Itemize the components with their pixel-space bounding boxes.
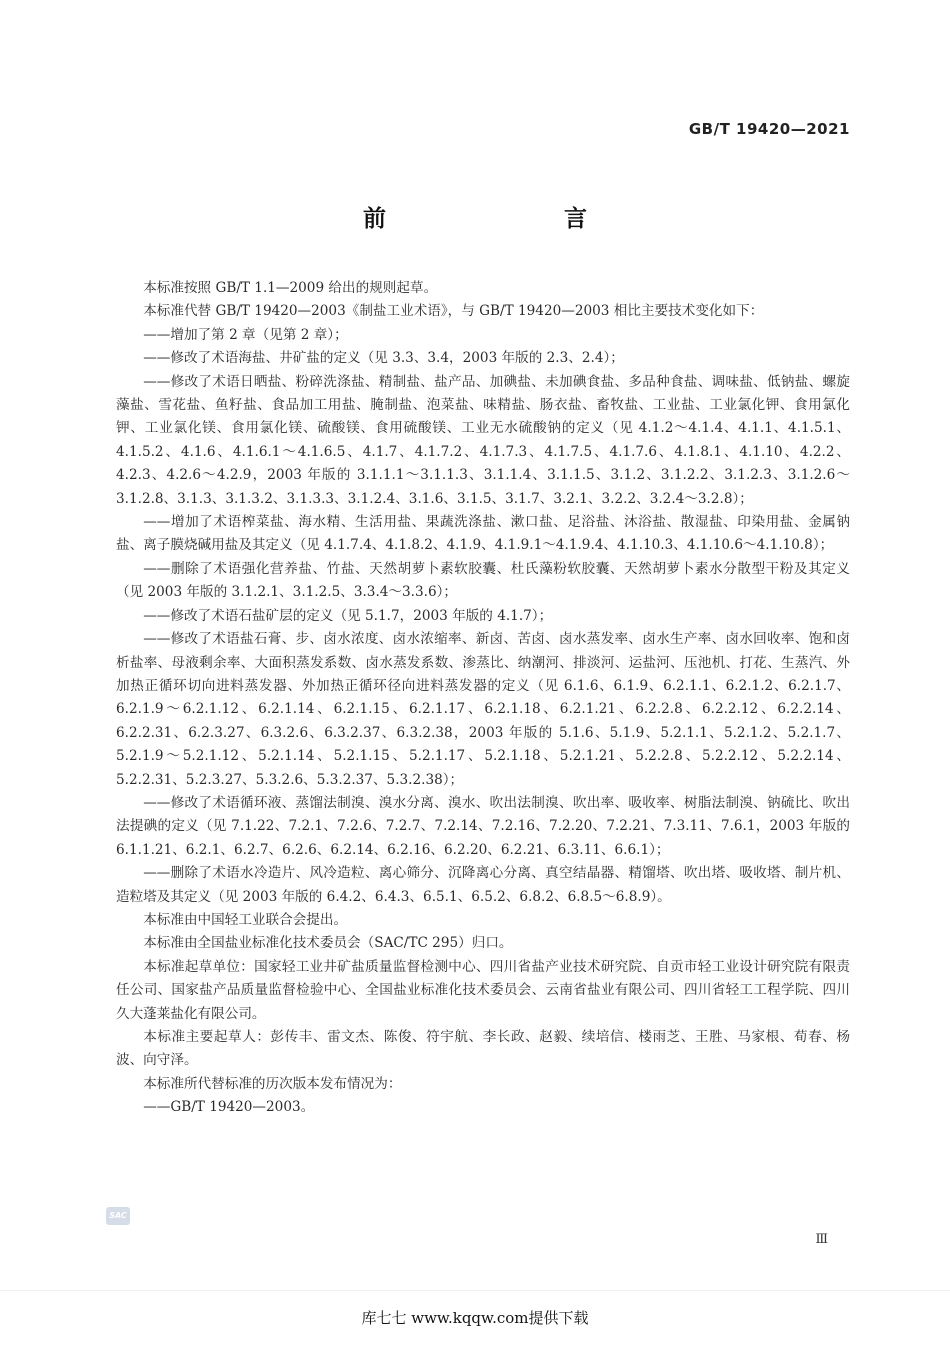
change-item: ——增加了第 2 章（见第 2 章）； [143,326,348,343]
change-item: ——删除了术语强化营养盐、竹盐、天然胡萝卜素软胶囊、杜氏藻粉软胶囊、天然胡萝卜素水分散型干粉及其定义（见 2003 年版的 3.1.2.1、3.1.2.5、3.3.4～3.3.6）； [116,560,850,601]
footer-divider [0,1290,950,1291]
paragraph-drafting-rules: 本标准按照 GB/T 1.1—2009 给出的规则起草。 [143,280,438,296]
change-item: ——修改了术语石盐矿层的定义（见 5.1.7，2003 年版的 4.1.7）； [143,607,553,624]
change-item: ——修改了术语日晒盐、粉碎洗涤盐、精制盐、盐产品、加碘盐、未加碘食盐、多品种食盐、调味盐、低钠盐、螺旋藻盐、雪花盐、鱼籽盐、食品加工用盐、腌制盐、泡菜盐、味精盐、肠衣盐、畜牧盐、工业盐、工业氯化钾、食用氯化钾、工业氯化镁、食用氯化镁、硫酸镁、食用硫酸镁、工业无水硫酸钠的定义（见 4.1.2～4.1.4、4.1.1、4.1.5.1、4.1.5.2、4.1.6、4.1.6.1～4.1.6.5、4.1.7、4.1.7.2、4.1.7.3、4.1.7.5、4.1.7.6、4.1.8.1、4.1.10、4.2.2、4.2.3、4.2.6～4.2.9，2003 年版的 3.1.1.1～3.1.1.3、3.1.1.4、3.1.1.5、3.1.2、3.1.2.2、3.1.2.3、3.1.2.6～3.1.2.8、3.1.3、3.1.3.2、3.1.3.3、3.1.2.4、3.1.6、3.1.5、3.1.7、3.2.1、3.2.2、3.2.4～3.2.8）； [116,373,850,507]
document-body [116,277,850,1120]
page-number: Ⅲ [815,1232,828,1247]
paragraph-proposed-by: 本标准由中国轻工业联合会提出。 [143,911,348,928]
paragraph-history-intro: 本标准所代替标准的历次版本发布情况为： [143,1075,402,1092]
page-title: 前 言 [363,206,631,232]
paragraph-history-item: ——GB/T 19420—2003。 [143,1099,315,1116]
paragraph-centralized-by: 本标准由全国盐业标准化技术委员会（SAC/TC 295）归口。 [143,935,513,952]
change-item: ——修改了术语盐石膏、步、卤水浓度、卤水浓缩率、新卤、苦卤、卤水蒸发率、卤水生产率、卤水回收率、饱和卤析盐率、母液剩余率、大面积蒸发系数、卤水蒸发系数、渗蒸比、纳潮河、排淡河、运盐河、压池机、打花、生蒸汽、外加热正循环切向进料蒸发器、外加热正循环径向进料蒸发器的定义（见 6.1.6、6.1.9、6.2.1.1、6.2.1.2、6.2.1.7、6.2.1.9～6.2.1.12、6.2.1.14、6.2.1.15、6.2.1.17、6.2.1.18、6.2.1.21、6.2.2.8、6.2.2.12、6.2.2.14、6.2.2.31、6.2.3.27、6.3.2.6、6.3.2.37、6.3.2.38，2003 年版的 5.1.6、5.1.9、5.2.1.1、5.2.1.2、5.2.1.7、5.2.1.9～5.2.1.12、5.2.1.14、5.2.1.15、5.2.1.17、5.2.1.18、5.2.1.21、5.2.2.8、5.2.2.12、5.2.2.14、5.2.2.31、5.2.3.27、5.3.2.6、5.3.2.37、5.3.2.38）； [116,631,850,788]
paragraph-drafting-units: 本标准起草单位：国家轻工业井矿盐质量监督检测中心、四川省盐产业技术研究院、自贡市轻工业设计研究院有限责任公司、国家盐产品质量监督检验中心、全国盐业标准化技术委员会、云南省盐业有限公司、四川省轻工工程学院、四川久大蓬莱盐化有限公司。 [116,958,850,1022]
paragraph-drafters: 本标准主要起草人：彭传丰、雷文杰、陈俊、符宇航、李长政、赵毅、续培信、楼雨芝、王胜、马家根、荀春、杨波、向守泽。 [116,1029,850,1069]
change-item: ——修改了术语循环液、蒸馏法制溴、溴水分离、溴水、吹出法制溴、吹出率、吸收率、树脂法制溴、钠硫比、吹出法提碘的定义（见 7.1.22、7.2.1、7.2.6、7.2.7、7.2.14、7.2.16、7.2.20、7.2.21、7.3.11、7.6.1，2003 年版的 6.1.1.21、6.2.1、6.2.7、6.2.6、6.2.14、6.2.16、6.2.20、6.2.21、6.3.11、6.6.1）； [116,794,850,858]
sac-logo-icon: SAC [106,1207,130,1225]
change-item: ——增加了术语榨菜盐、海水精、生活用盐、果蔬洗涤盐、漱口盐、足浴盐、沐浴盐、散湿盐、印染用盐、金属钠盐、离子膜烧碱用盐及其定义（见 4.1.7.4、4.1.8.2、4.1.9、4.1.9.1～4.1.9.4、4.1.10.3、4.1.10.6～4.1.10.8）； [116,514,850,554]
download-footer: 库七七 www.kqqw.com提供下载 [361,1309,589,1327]
change-item: ——修改了术语海盐、井矿盐的定义（见 3.3、3.4，2003 年版的 2.3、2.4）； [143,350,624,367]
change-item: ——删除了术语水冷造片、风冷造粒、离心筛分、沉降离心分离、真空结晶器、精馏塔、吹出塔、吸收塔、制片机、造粒塔及其定义（见 2003 年版的 6.4.2、6.4.3、6.5.1、6.5.2、6.8.2、6.8.5～6.8.9）。 [116,865,850,905]
paragraph-replacement: 本标准代替 GB/T 19420—2003《制盐工业术语》，与 GB/T 19420—2003 相比主要技术变化如下： [143,303,764,320]
standard-code: GB/T 19420—2021 [688,120,850,138]
